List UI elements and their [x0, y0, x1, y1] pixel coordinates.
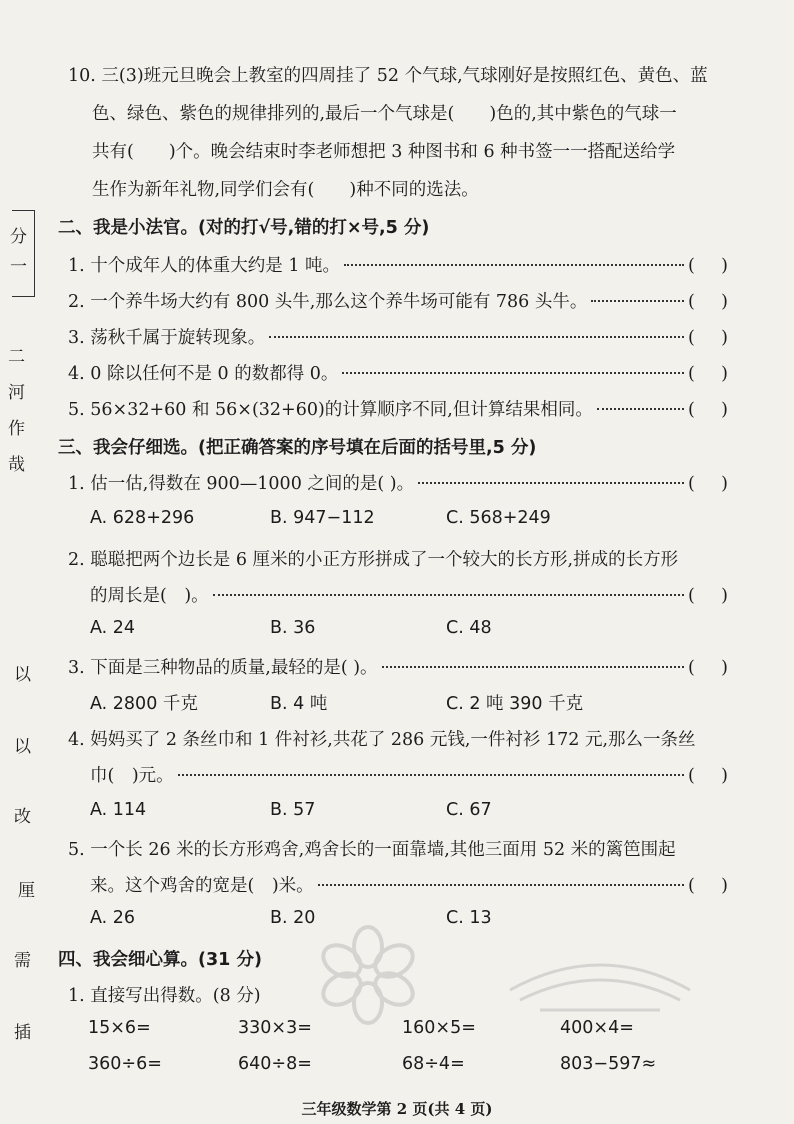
choice-question: 来。这个鸡舍的宽是( )米。 ( ) [90, 876, 728, 896]
margin-char: 需 [14, 951, 31, 971]
option-b: B. 36 [270, 618, 316, 638]
q10-line: 共有( )个。晚会结束时李老师想把 3 种图书和 6 种书签一一搭配送给学 [92, 142, 676, 162]
answer-parens[interactable]: ( ) [688, 876, 728, 896]
answer-parens[interactable]: ( ) [688, 400, 728, 420]
section-title: 四、我会细心算。(31 分) [58, 950, 262, 970]
sub-question-title: 1. 直接写出得数。(8 分) [68, 986, 261, 1006]
judge-item: 4. 0 除以任何不是 0 的数都得 0。 ( ) [68, 364, 728, 384]
judge-item: 2. 一个养牛场大约有 800 头牛,那么这个养牛场可能有 786 头牛。 ( ) [68, 292, 728, 312]
option-b: B. 4 吨 [270, 694, 328, 714]
q10-line: 生作为新年礼物,同学们会有( )种不同的选法。 [92, 180, 479, 200]
answer-parens[interactable]: ( ) [688, 328, 728, 348]
margin-char: 河 [8, 383, 25, 403]
option-c: C. 2 吨 390 千克 [446, 694, 584, 714]
answer-parens[interactable]: ( ) [688, 364, 728, 384]
q10-line: 10. 三(3)班元旦晚会上教室的四周挂了 52 个气球,气球刚好是按照红色、黄色、蓝 [68, 66, 708, 86]
answer-parens[interactable]: ( ) [688, 586, 728, 606]
answer-parens[interactable]: ( ) [688, 256, 728, 276]
calc-item[interactable]: 160×5= [402, 1018, 476, 1038]
option-b: B. 20 [270, 908, 316, 928]
margin-char: 哉 [8, 455, 25, 475]
margin-char: 插 [14, 1023, 31, 1043]
judge-item: 3. 荡秋千属于旋转现象。 ( ) [68, 328, 728, 348]
judge-item: 1. 十个成年人的体重大约是 1 吨。 ( ) [68, 256, 728, 276]
calc-item[interactable]: 640÷8= [238, 1054, 312, 1074]
option-c: C. 13 [446, 908, 492, 928]
option-a: A. 628+296 [90, 508, 195, 528]
page-footer: 三年级数学第 2 页(共 4 页) [301, 1100, 493, 1118]
calc-item[interactable]: 68÷4= [402, 1054, 465, 1074]
calc-item[interactable]: 330×3= [238, 1018, 312, 1038]
calc-item[interactable]: 400×4= [560, 1018, 634, 1038]
margin-char: 改 [14, 807, 31, 827]
choice-question: 的周长是( )。 ( ) [90, 586, 728, 606]
margin-char: 厘 [18, 881, 35, 901]
option-c: C. 67 [446, 800, 492, 820]
margin-char: 作 [8, 419, 25, 439]
choice-question: 1. 估一估,得数在 900—1000 之间的是( )。 ( ) [68, 474, 728, 494]
option-a: A. 2800 千克 [90, 694, 198, 714]
margin-char: 以 [14, 737, 31, 757]
answer-parens[interactable]: ( ) [688, 474, 728, 494]
option-c: C. 48 [446, 618, 492, 638]
answer-parens[interactable]: ( ) [688, 658, 728, 678]
margin-char: 二 [8, 347, 25, 367]
calc-item[interactable]: 803−597≈ [560, 1054, 657, 1074]
option-a: A. 114 [90, 800, 147, 820]
option-b: B. 57 [270, 800, 316, 820]
choice-question: 5. 一个长 26 米的长方形鸡舍,鸡舍长的一面靠墙,其他三面用 52 米的篱笆围起 [68, 840, 676, 860]
calc-item[interactable]: 360÷6= [88, 1054, 162, 1074]
option-c: C. 568+249 [446, 508, 551, 528]
section-title: 三、我会仔细选。(把正确答案的序号填在后面的括号里,5 分) [58, 438, 537, 458]
section-title: 二、我是小法官。(对的打√号,错的打×号,5 分) [58, 218, 430, 238]
choice-question: 2. 聪聪把两个边长是 6 厘米的小正方形拼成了一个较大的长方形,拼成的长方形 [68, 550, 679, 570]
answer-parens[interactable]: ( ) [688, 766, 728, 786]
option-a: A. 26 [90, 908, 136, 928]
choice-question: 巾( )元。 ( ) [90, 766, 728, 786]
margin-char: 一 [10, 257, 27, 277]
choice-question: 3. 下面是三种物品的质量,最轻的是( )。 ( ) [68, 658, 728, 678]
calc-item[interactable]: 15×6= [88, 1018, 151, 1038]
margin-char: 以 [14, 665, 31, 685]
q10-line: 色、绿色、紫色的规律排列的,最后一个气球是( )色的,其中紫色的气球一 [92, 104, 677, 124]
option-a: A. 24 [90, 618, 136, 638]
answer-parens[interactable]: ( ) [688, 292, 728, 312]
option-b: B. 947−112 [270, 508, 375, 528]
choice-question: 4. 妈妈买了 2 条丝巾和 1 件衬衫,共花了 286 元钱,一件衬衫 172 元,那么一条丝 [68, 730, 696, 750]
margin-char: 分 [10, 227, 27, 247]
judge-item: 5. 56×32+60 和 56×(32+60)的计算顺序不同,但计算结果相同。 ( ) [68, 400, 728, 420]
